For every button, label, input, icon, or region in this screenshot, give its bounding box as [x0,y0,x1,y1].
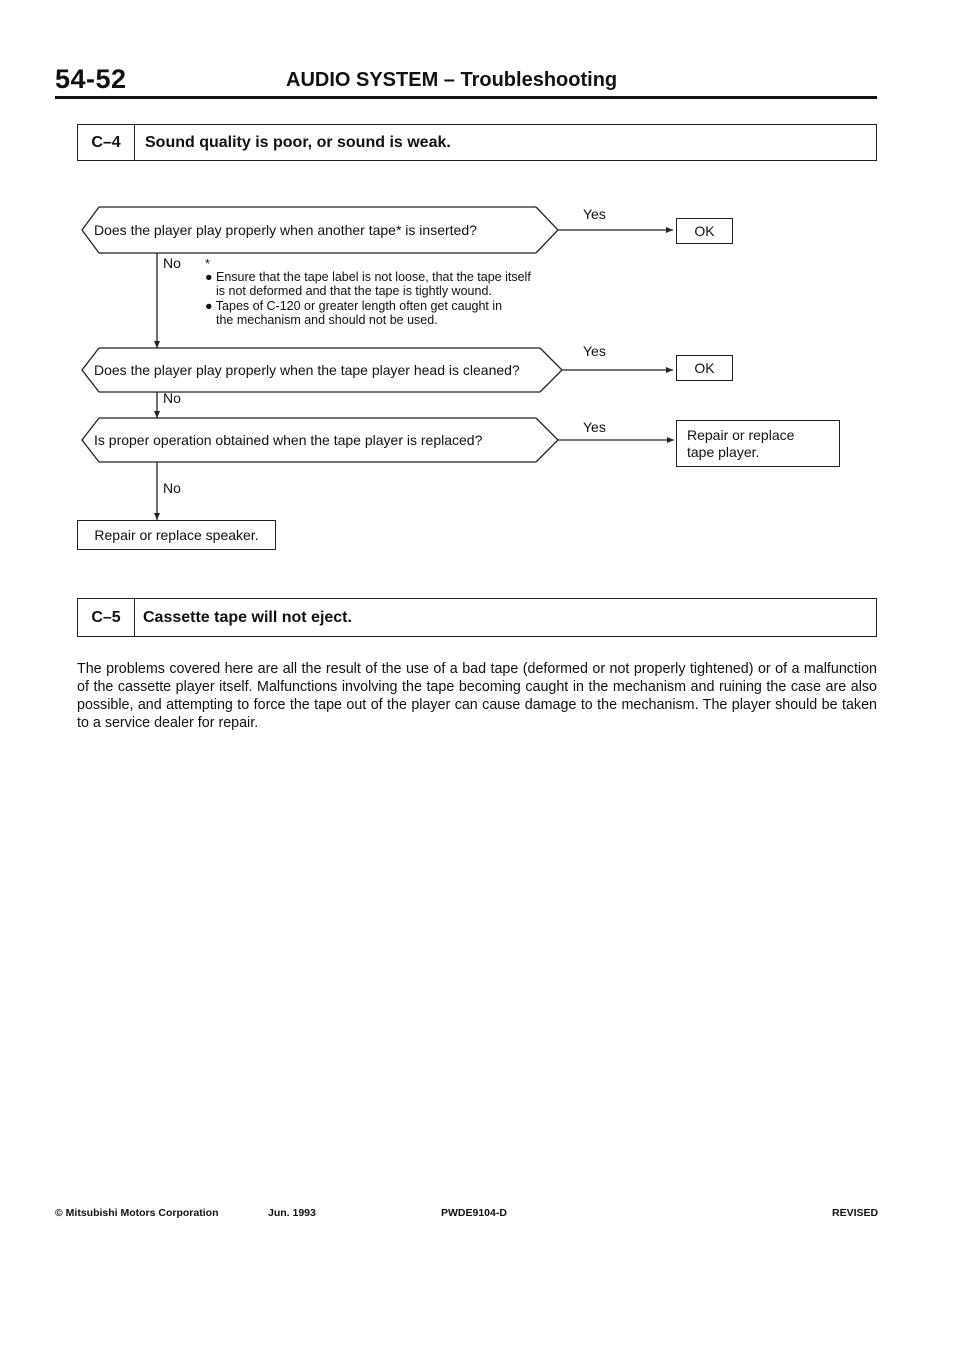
result-repair-line-1: Repair or replace [687,427,795,443]
section-c5-paragraph: The problems covered here are all the result of the use of a bad tape (deformed or not properly tightened) or of a malfunction of the cassette player itself. Malfunctions involving the tape becoming caught in the mechanism and ruining the case are also possible, and attempting to force the tape out of the player can cause damage to the mechanism. The player should be taken to a service dealer for repair. [77,661,877,731]
result-ok-1-text: OK [694,223,715,239]
result-repair-tape-player [676,420,840,467]
decision-3-no-label: No [163,480,181,496]
note-line-3: ● Tapes of C-120 or greater length often get caught in [205,299,503,313]
section-c4-code: C–4 [78,125,135,160]
section-c5-header [77,598,877,637]
result-repair-speaker-text: Repair or replace speaker. [94,527,259,543]
result-ok-2 [676,355,733,381]
note-marker: * [205,257,210,271]
decision-1-yes-label: Yes [583,206,606,222]
result-ok-1 [676,218,733,244]
result-ok-2-text: OK [694,360,715,376]
decision-3-yes-label: Yes [583,419,606,435]
section-c5-title: Cassette tape will not eject. [143,608,352,626]
note-line-4: the mechanism and should not be used. [216,313,438,327]
note-line-1: ● Ensure that the tape label is not loose, that the tape itself [205,270,531,284]
page-title: AUDIO SYSTEM – Troubleshooting [286,69,618,91]
footer-doc-code: PWDE9104-D [441,1207,507,1219]
footer-status: REVISED [832,1207,879,1219]
decision-1-text: Does the player play properly when another tape* is inserted? [94,222,477,238]
decision-2-no-label: No [163,390,181,406]
decision-2-yes-label: Yes [583,343,606,359]
section-c4-title: Sound quality is poor, or sound is weak. [145,133,451,151]
decision-1-no-label: No [163,255,181,271]
footer-date: Jun. 1993 [268,1207,316,1219]
section-c5-code: C–5 [78,599,135,636]
result-repair-line-2: tape player. [687,444,760,460]
note-line-2: is not deformed and that the tape is tightly wound. [216,284,492,298]
decision-3-text: Is proper operation obtained when the tape player is replaced? [94,432,483,448]
footer-copyright: © Mitsubishi Motors Corporation [55,1207,219,1219]
result-repair-speaker [77,520,276,550]
decision-2-text: Does the player play properly when the tape player head is cleaned? [94,362,520,378]
page-number: 54-52 [55,64,127,94]
